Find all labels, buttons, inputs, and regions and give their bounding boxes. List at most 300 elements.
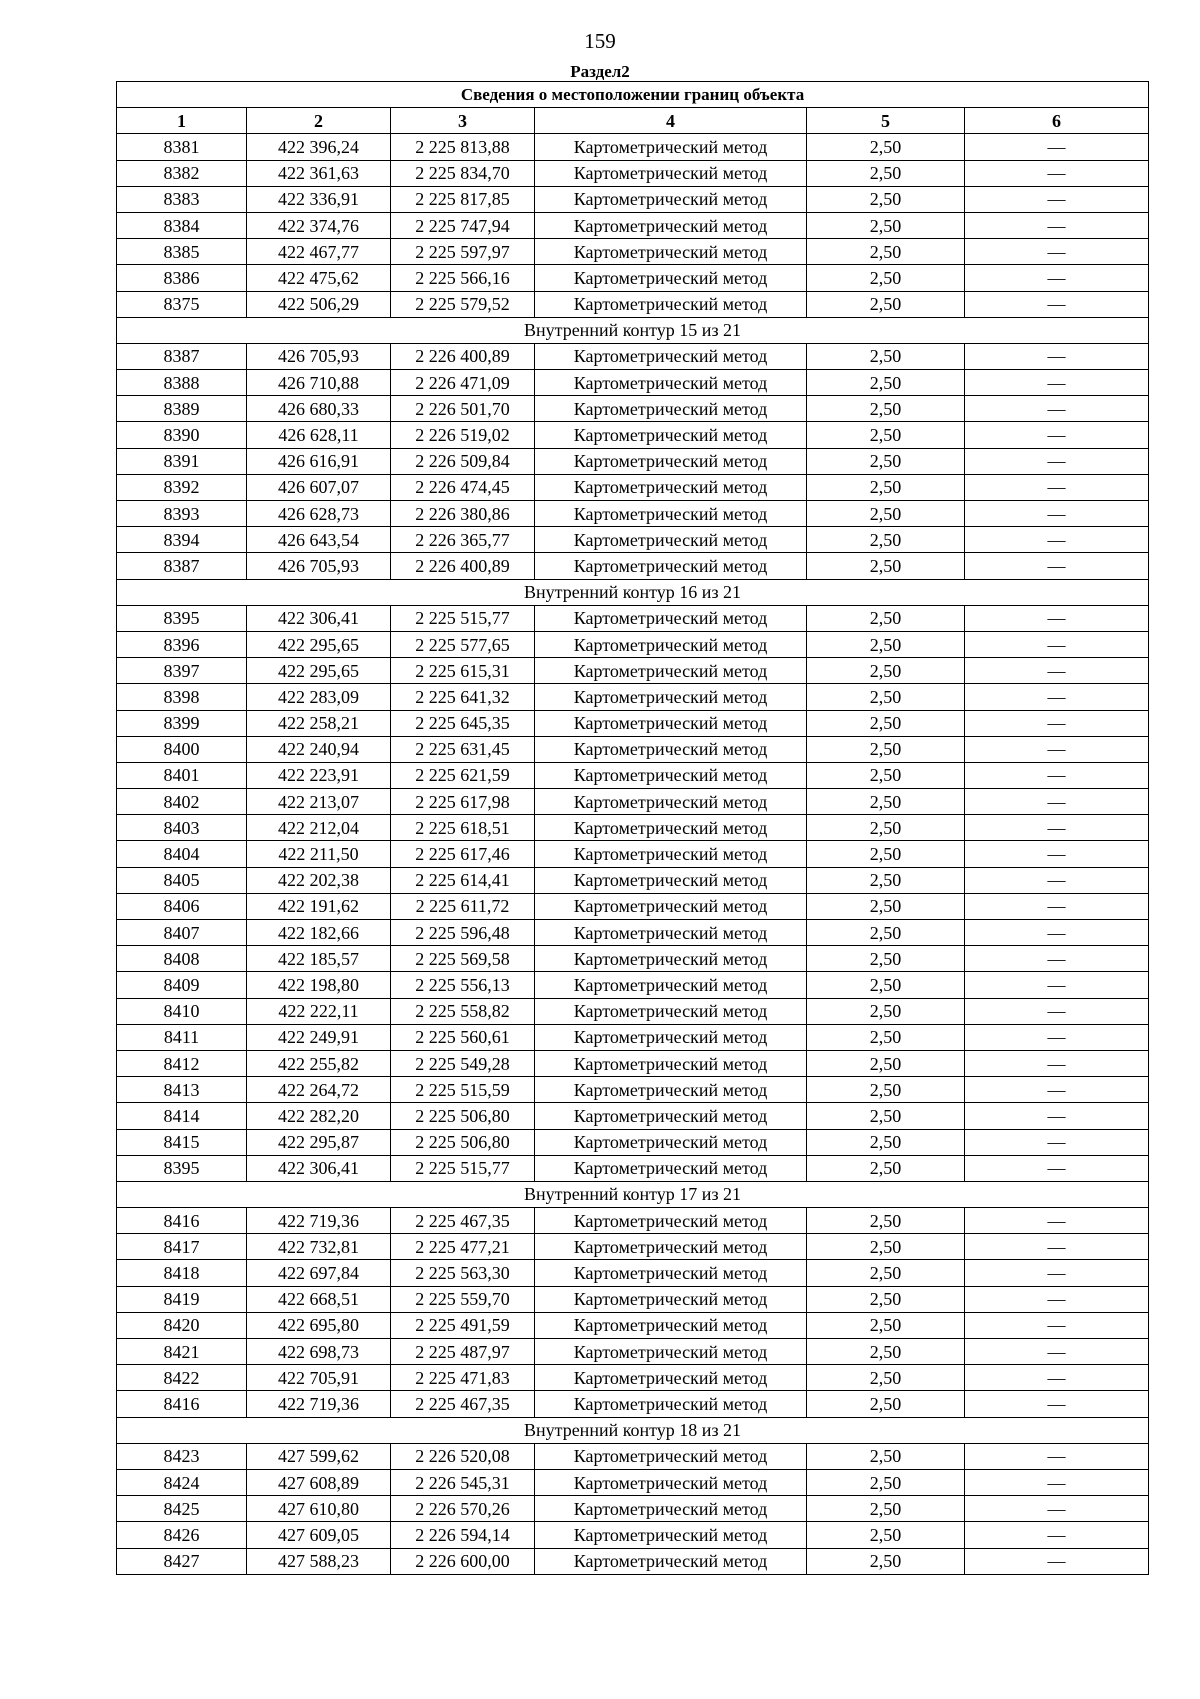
y-coordinate-cell: 2 225 631,45 [391,736,535,762]
accuracy-cell: 2,50 [807,684,965,710]
table-row [117,1234,1149,1260]
description-cell: — [965,527,1149,553]
column-header: 2 [247,108,391,134]
point-number-cell: 8390 [117,422,247,448]
accuracy-cell: 2,50 [807,1496,965,1522]
x-coordinate-cell: 422 361,63 [247,160,391,186]
method-cell: Картометрический метод [535,1496,807,1522]
accuracy-cell: 2,50 [807,605,965,631]
y-coordinate-cell: 2 225 834,70 [391,160,535,186]
x-coordinate-cell: 422 264,72 [247,1077,391,1103]
accuracy-cell: 2,50 [807,1050,965,1076]
table-row [117,160,1149,186]
description-cell: — [965,291,1149,317]
point-number-cell: 8418 [117,1260,247,1286]
y-coordinate-cell: 2 225 559,70 [391,1286,535,1312]
accuracy-cell: 2,50 [807,1365,965,1391]
x-coordinate-cell: 426 628,11 [247,422,391,448]
boundary-coordinates-table [116,81,1149,1575]
table-row [117,1208,1149,1234]
accuracy-cell: 2,50 [807,1339,965,1365]
point-number-cell: 8410 [117,998,247,1024]
description-cell: — [965,160,1149,186]
description-cell: — [965,1286,1149,1312]
description-cell: — [965,1077,1149,1103]
accuracy-cell: 2,50 [807,789,965,815]
accuracy-cell: 2,50 [807,553,965,579]
table-row [117,396,1149,422]
point-number-cell: 8419 [117,1286,247,1312]
method-cell: Картометрический метод [535,186,807,212]
x-coordinate-cell: 422 182,66 [247,920,391,946]
method-cell: Картометрический метод [535,762,807,788]
point-number-cell: 8400 [117,736,247,762]
accuracy-cell: 2,50 [807,396,965,422]
table-row [117,867,1149,893]
method-cell: Картометрический метод [535,501,807,527]
point-number-cell: 8416 [117,1208,247,1234]
table-row [117,1443,1149,1469]
x-coordinate-cell: 422 697,84 [247,1260,391,1286]
accuracy-cell: 2,50 [807,1155,965,1181]
table-row [117,553,1149,579]
point-number-cell: 8405 [117,867,247,893]
description-cell: — [965,1103,1149,1129]
accuracy-cell: 2,50 [807,631,965,657]
description-cell: — [965,762,1149,788]
method-cell: Картометрический метод [535,1365,807,1391]
y-coordinate-cell: 2 226 471,09 [391,370,535,396]
y-coordinate-cell: 2 225 645,35 [391,710,535,736]
y-coordinate-cell: 2 225 597,97 [391,239,535,265]
x-coordinate-cell: 427 609,05 [247,1522,391,1548]
table-row [117,1496,1149,1522]
point-number-cell: 8406 [117,893,247,919]
description-cell: — [965,710,1149,736]
page-number: 159 [584,29,616,53]
point-number-cell: 8411 [117,1024,247,1050]
accuracy-cell: 2,50 [807,1548,965,1574]
accuracy-cell: 2,50 [807,265,965,291]
table-row [117,710,1149,736]
table-row [117,1050,1149,1076]
y-coordinate-cell: 2 225 477,21 [391,1234,535,1260]
point-number-cell: 8403 [117,815,247,841]
description-cell: — [965,998,1149,1024]
point-number-cell: 8426 [117,1522,247,1548]
table-row [117,1365,1149,1391]
x-coordinate-cell: 422 306,41 [247,1155,391,1181]
x-coordinate-cell: 427 599,62 [247,1443,391,1469]
y-coordinate-cell: 2 225 596,48 [391,920,535,946]
y-coordinate-cell: 2 225 491,59 [391,1312,535,1338]
accuracy-cell: 2,50 [807,867,965,893]
x-coordinate-cell: 422 668,51 [247,1286,391,1312]
x-coordinate-cell: 422 223,91 [247,762,391,788]
point-number-cell: 8412 [117,1050,247,1076]
x-coordinate-cell: 426 680,33 [247,396,391,422]
point-number-cell: 8389 [117,396,247,422]
table-row [117,684,1149,710]
point-number-cell: 8388 [117,370,247,396]
table-row [117,1391,1149,1417]
accuracy-cell: 2,50 [807,1469,965,1495]
table-row [117,605,1149,631]
table-row [117,920,1149,946]
y-coordinate-cell: 2 225 611,72 [391,893,535,919]
section-title: Раздел2 [570,62,630,81]
point-number-cell: 8385 [117,239,247,265]
description-cell: — [965,946,1149,972]
point-number-cell: 8395 [117,1155,247,1181]
table-row [117,736,1149,762]
description-cell: — [965,1050,1149,1076]
table-row [117,422,1149,448]
accuracy-cell: 2,50 [807,710,965,736]
x-coordinate-cell: 422 213,07 [247,789,391,815]
method-cell: Картометрический метод [535,972,807,998]
accuracy-cell: 2,50 [807,422,965,448]
y-coordinate-cell: 2 225 556,13 [391,972,535,998]
method-cell: Картометрический метод [535,1286,807,1312]
accuracy-cell: 2,50 [807,1103,965,1129]
method-cell: Картометрический метод [535,1522,807,1548]
method-cell: Картометрический метод [535,658,807,684]
description-cell: — [965,631,1149,657]
description-cell: — [965,684,1149,710]
description-cell: — [965,893,1149,919]
point-number-cell: 8384 [117,212,247,238]
method-cell: Картометрический метод [535,239,807,265]
method-cell: Картометрический метод [535,527,807,553]
method-cell: Картометрический метод [535,1391,807,1417]
table-row [117,370,1149,396]
point-number-cell: 8404 [117,841,247,867]
y-coordinate-cell: 2 226 380,86 [391,501,535,527]
description-cell: — [965,265,1149,291]
method-cell: Картометрический метод [535,1155,807,1181]
method-cell: Картометрический метод [535,1103,807,1129]
x-coordinate-cell: 426 607,07 [247,474,391,500]
method-cell: Картометрический метод [535,867,807,893]
table-row [117,1312,1149,1338]
table-row [117,1077,1149,1103]
contour-title: Внутренний контур 17 из 21 [117,1181,1149,1207]
point-number-cell: 8421 [117,1339,247,1365]
y-coordinate-cell: 2 225 506,80 [391,1103,535,1129]
table-row [117,474,1149,500]
description-cell: — [965,553,1149,579]
description-cell: — [965,1469,1149,1495]
method-cell: Картометрический метод [535,1260,807,1286]
point-number-cell: 8422 [117,1365,247,1391]
method-cell: Картометрический метод [535,789,807,815]
description-cell: — [965,972,1149,998]
description-cell: — [965,605,1149,631]
x-coordinate-cell: 422 506,29 [247,291,391,317]
description-cell: — [965,474,1149,500]
table-row [117,1339,1149,1365]
method-cell: Картометрический метод [535,1208,807,1234]
method-cell: Картометрический метод [535,1129,807,1155]
method-cell: Картометрический метод [535,893,807,919]
contour-header-row [117,317,1149,343]
x-coordinate-cell: 422 336,91 [247,186,391,212]
description-cell: — [965,370,1149,396]
y-coordinate-cell: 2 225 614,41 [391,867,535,893]
method-cell: Картометрический метод [535,343,807,369]
method-cell: Картометрический метод [535,1077,807,1103]
description-cell: — [965,186,1149,212]
description-cell: — [965,1496,1149,1522]
point-number-cell: 8375 [117,291,247,317]
y-coordinate-cell: 2 226 400,89 [391,553,535,579]
method-cell: Картометрический метод [535,1050,807,1076]
method-cell: Картометрический метод [535,1312,807,1338]
point-number-cell: 8413 [117,1077,247,1103]
y-coordinate-cell: 2 225 558,82 [391,998,535,1024]
y-coordinate-cell: 2 226 474,45 [391,474,535,500]
column-header: 1 [117,108,247,134]
description-cell: — [965,1208,1149,1234]
method-cell: Картометрический метод [535,736,807,762]
point-number-cell: 8409 [117,972,247,998]
point-number-cell: 8387 [117,553,247,579]
x-coordinate-cell: 422 198,80 [247,972,391,998]
x-coordinate-cell: 422 698,73 [247,1339,391,1365]
description-cell: — [965,1024,1149,1050]
x-coordinate-cell: 422 475,62 [247,265,391,291]
accuracy-cell: 2,50 [807,212,965,238]
x-coordinate-cell: 426 710,88 [247,370,391,396]
accuracy-cell: 2,50 [807,1443,965,1469]
method-cell: Картометрический метод [535,946,807,972]
accuracy-cell: 2,50 [807,815,965,841]
description-cell: — [965,1260,1149,1286]
accuracy-cell: 2,50 [807,1391,965,1417]
accuracy-cell: 2,50 [807,658,965,684]
table-row [117,815,1149,841]
description-cell: — [965,396,1149,422]
point-number-cell: 8423 [117,1443,247,1469]
point-number-cell: 8408 [117,946,247,972]
table-caption: Сведения о местоположении границ объекта [117,82,1149,108]
x-coordinate-cell: 422 212,04 [247,815,391,841]
point-number-cell: 8382 [117,160,247,186]
contour-title: Внутренний контур 15 из 21 [117,317,1149,343]
x-coordinate-cell: 422 396,24 [247,134,391,160]
method-cell: Картометрический метод [535,1548,807,1574]
x-coordinate-cell: 422 240,94 [247,736,391,762]
method-cell: Картометрический метод [535,710,807,736]
contour-title: Внутренний контур 16 из 21 [117,579,1149,605]
point-number-cell: 8424 [117,1469,247,1495]
method-cell: Картометрический метод [535,134,807,160]
description-cell: — [965,789,1149,815]
y-coordinate-cell: 2 226 520,08 [391,1443,535,1469]
accuracy-cell: 2,50 [807,343,965,369]
description-cell: — [965,1391,1149,1417]
x-coordinate-cell: 427 588,23 [247,1548,391,1574]
point-number-cell: 8395 [117,605,247,631]
table-row [117,789,1149,815]
accuracy-cell: 2,50 [807,501,965,527]
y-coordinate-cell: 2 226 509,84 [391,448,535,474]
column-header: 6 [965,108,1149,134]
table-body [117,134,1149,1574]
y-coordinate-cell: 2 226 594,14 [391,1522,535,1548]
accuracy-cell: 2,50 [807,1312,965,1338]
point-number-cell: 8417 [117,1234,247,1260]
table-row [117,946,1149,972]
table-row [117,343,1149,369]
method-cell: Картометрический метод [535,212,807,238]
y-coordinate-cell: 2 225 747,94 [391,212,535,238]
table-row [117,658,1149,684]
description-cell: — [965,736,1149,762]
accuracy-cell: 2,50 [807,1129,965,1155]
x-coordinate-cell: 422 719,36 [247,1391,391,1417]
y-coordinate-cell: 2 225 617,98 [391,789,535,815]
accuracy-cell: 2,50 [807,1077,965,1103]
description-cell: — [965,1234,1149,1260]
contour-title: Внутренний контур 18 из 21 [117,1417,1149,1443]
table-row [117,239,1149,265]
column-header: 3 [391,108,535,134]
column-header: 4 [535,108,807,134]
table-row [117,841,1149,867]
method-cell: Картометрический метод [535,605,807,631]
description-cell: — [965,343,1149,369]
table-row [117,134,1149,160]
description-cell: — [965,841,1149,867]
accuracy-cell: 2,50 [807,474,965,500]
y-coordinate-cell: 2 225 615,31 [391,658,535,684]
x-coordinate-cell: 422 374,76 [247,212,391,238]
point-number-cell: 8396 [117,631,247,657]
method-cell: Картометрический метод [535,291,807,317]
x-coordinate-cell: 426 705,93 [247,553,391,579]
x-coordinate-cell: 422 705,91 [247,1365,391,1391]
y-coordinate-cell: 2 225 560,61 [391,1024,535,1050]
table-row [117,527,1149,553]
table-row [117,972,1149,998]
accuracy-cell: 2,50 [807,841,965,867]
description-cell: — [965,134,1149,160]
point-number-cell: 8383 [117,186,247,212]
table-row [117,501,1149,527]
description-cell: — [965,501,1149,527]
table-row [117,893,1149,919]
accuracy-cell: 2,50 [807,239,965,265]
point-number-cell: 8402 [117,789,247,815]
table-row [117,762,1149,788]
accuracy-cell: 2,50 [807,946,965,972]
accuracy-cell: 2,50 [807,134,965,160]
y-coordinate-cell: 2 225 467,35 [391,1391,535,1417]
y-coordinate-cell: 2 226 365,77 [391,527,535,553]
method-cell: Картометрический метод [535,815,807,841]
x-coordinate-cell: 422 732,81 [247,1234,391,1260]
contour-header-row [117,1181,1149,1207]
accuracy-cell: 2,50 [807,448,965,474]
accuracy-cell: 2,50 [807,291,965,317]
accuracy-cell: 2,50 [807,1286,965,1312]
x-coordinate-cell: 422 467,77 [247,239,391,265]
description-cell: — [965,239,1149,265]
y-coordinate-cell: 2 226 545,31 [391,1469,535,1495]
y-coordinate-cell: 2 225 515,77 [391,605,535,631]
point-number-cell: 8399 [117,710,247,736]
y-coordinate-cell: 2 225 621,59 [391,762,535,788]
method-cell: Картометрический метод [535,474,807,500]
x-coordinate-cell: 426 705,93 [247,343,391,369]
point-number-cell: 8414 [117,1103,247,1129]
point-number-cell: 8415 [117,1129,247,1155]
y-coordinate-cell: 2 225 641,32 [391,684,535,710]
x-coordinate-cell: 422 222,11 [247,998,391,1024]
y-coordinate-cell: 2 225 515,77 [391,1155,535,1181]
x-coordinate-cell: 426 628,73 [247,501,391,527]
y-coordinate-cell: 2 226 600,00 [391,1548,535,1574]
table-row [117,265,1149,291]
point-number-cell: 8407 [117,920,247,946]
y-coordinate-cell: 2 226 570,26 [391,1496,535,1522]
x-coordinate-cell: 422 695,80 [247,1312,391,1338]
x-coordinate-cell: 422 295,65 [247,658,391,684]
y-coordinate-cell: 2 226 519,02 [391,422,535,448]
x-coordinate-cell: 422 295,87 [247,1129,391,1155]
column-header: 5 [807,108,965,134]
point-number-cell: 8393 [117,501,247,527]
description-cell: — [965,867,1149,893]
y-coordinate-cell: 2 225 467,35 [391,1208,535,1234]
x-coordinate-cell: 422 295,65 [247,631,391,657]
table-row [117,1129,1149,1155]
y-coordinate-cell: 2 225 549,28 [391,1050,535,1076]
y-coordinate-cell: 2 226 501,70 [391,396,535,422]
accuracy-cell: 2,50 [807,1522,965,1548]
table-row [117,1469,1149,1495]
method-cell: Картометрический метод [535,396,807,422]
point-number-cell: 8386 [117,265,247,291]
method-cell: Картометрический метод [535,684,807,710]
accuracy-cell: 2,50 [807,1260,965,1286]
y-coordinate-cell: 2 225 566,16 [391,265,535,291]
description-cell: — [965,1339,1149,1365]
point-number-cell: 8397 [117,658,247,684]
accuracy-cell: 2,50 [807,1208,965,1234]
x-coordinate-cell: 422 185,57 [247,946,391,972]
method-cell: Картометрический метод [535,631,807,657]
method-cell: Картометрический метод [535,1024,807,1050]
point-number-cell: 8398 [117,684,247,710]
table-row [117,631,1149,657]
y-coordinate-cell: 2 225 579,52 [391,291,535,317]
table-row [117,1260,1149,1286]
column-number-row [117,108,1149,134]
x-coordinate-cell: 422 258,21 [247,710,391,736]
accuracy-cell: 2,50 [807,893,965,919]
accuracy-cell: 2,50 [807,1024,965,1050]
x-coordinate-cell: 426 643,54 [247,527,391,553]
accuracy-cell: 2,50 [807,920,965,946]
method-cell: Картометрический метод [535,265,807,291]
table-row [117,448,1149,474]
contour-header-row [117,1417,1149,1443]
description-cell: — [965,422,1149,448]
table-row [117,1522,1149,1548]
